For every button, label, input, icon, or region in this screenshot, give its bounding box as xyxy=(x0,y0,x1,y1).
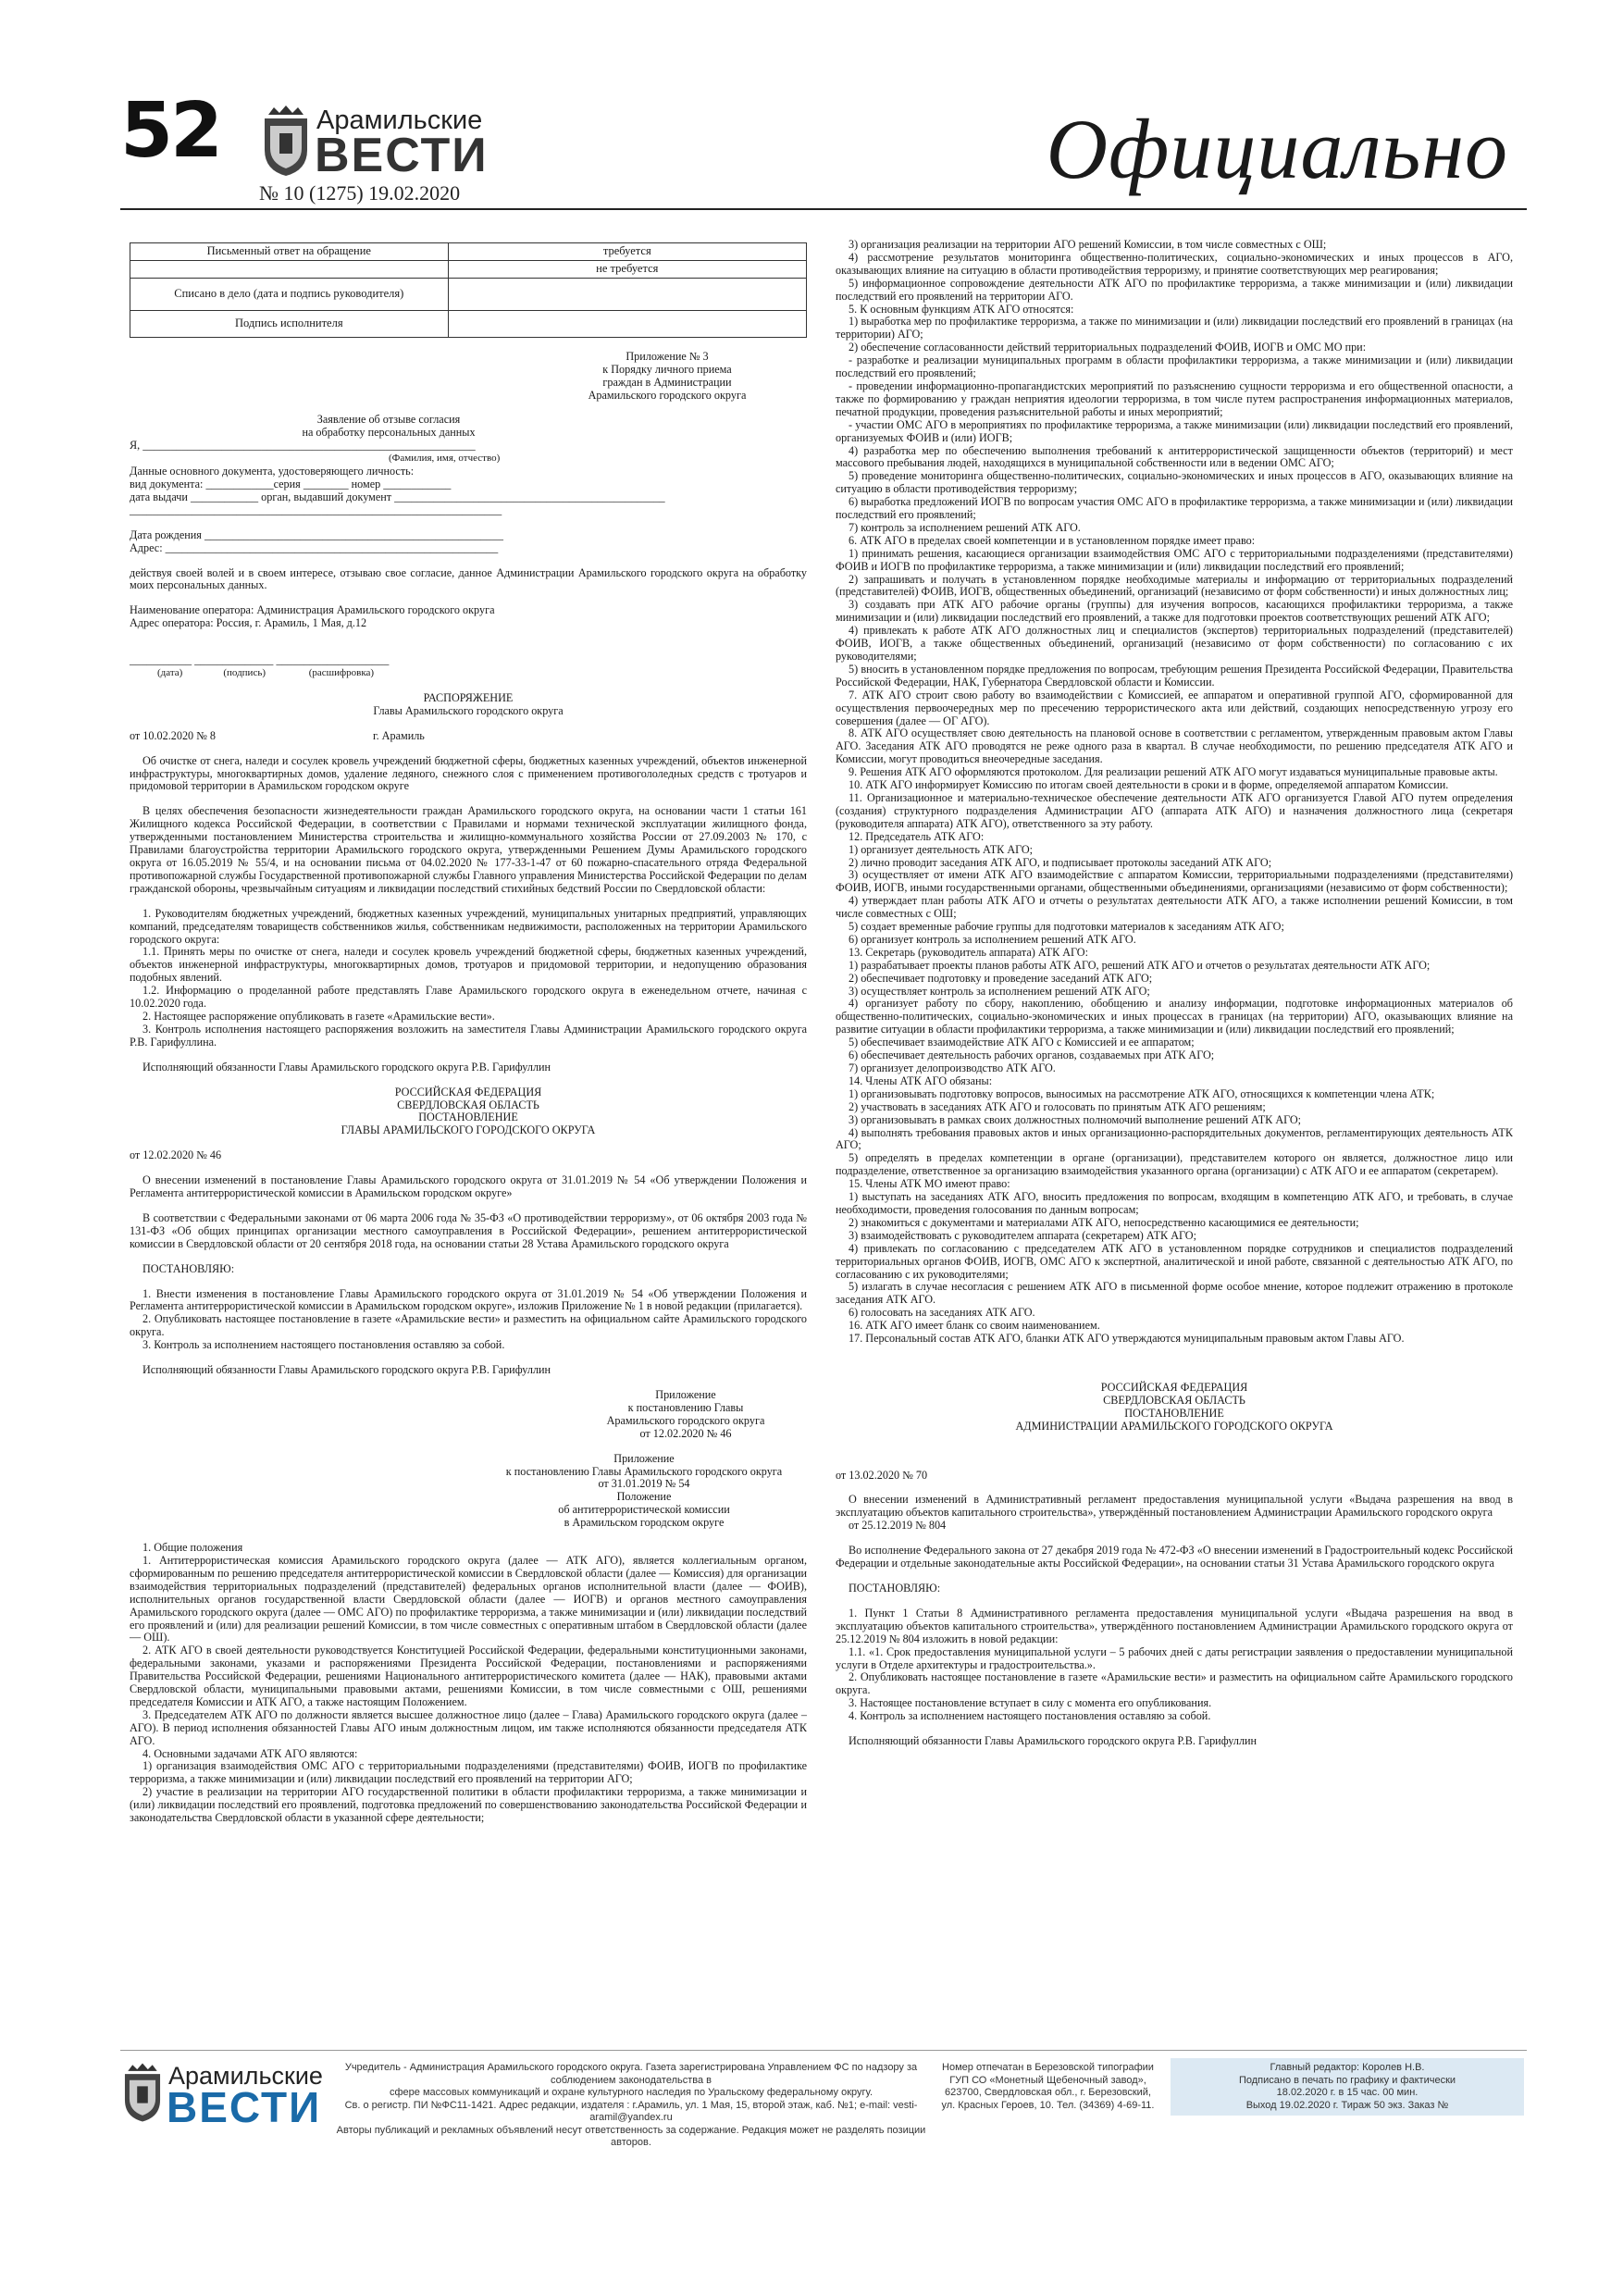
paragraph: 6) выработка предложений ИОГВ по вопросам участия ОМС АГО в профилактике терроризма, а также минимизации и (или) ликвидации последствий его проявлений; xyxy=(836,495,1513,522)
form-text: Наименование оператора: Администрация Арамильского городского округа xyxy=(130,603,495,617)
form-line: дата выдачи ____________ орган, выдавший документ ________________________________________________ xyxy=(130,490,665,503)
table-cell: Подпись исполнителя xyxy=(130,310,449,337)
paragraph: 5) информационное сопровождение деятельности АТК АГО по профилактике терроризма, а также минимизации и (или) ликвидации последствий его проявлений на территории АГО. xyxy=(836,276,1513,303)
footer-line: Авторы публикаций и рекламных объявлений несут ответственность за содержание. Редакция может не разделять позиции авторов. xyxy=(336,2124,926,2148)
form-title: на обработку персональных данных xyxy=(302,426,476,440)
footer-line: 18.02.2020 г. в 15 час. 00 мин. xyxy=(1276,2087,1419,2098)
table-cell: Списано в дело (дата и подпись руководителя) xyxy=(130,278,449,310)
appendix-line: граждан в Администрации xyxy=(602,375,732,389)
paragraph: 2) обеспечивает подготовку и проведение заседаний АТК АГО; xyxy=(849,971,1153,985)
page-number: 52 xyxy=(120,87,221,175)
appendix3-heading xyxy=(527,351,807,403)
paragraph: 6) обеспечивает деятельность рабочих органов, создаваемых при АТК АГО; xyxy=(849,1049,1215,1062)
footer-line: Номер отпечатан в Березовской типографии xyxy=(942,2062,1154,2073)
table-cell: Письменный ответ на обращение xyxy=(130,243,449,261)
paragraph: 3) осуществляет контроль за исполнением решений АТК АГО; xyxy=(849,984,1150,998)
form-text: действуя своей волей и в своем интересе, отзываю свое согласие, данное Администрации Арамильского городского округа на обработку моих персональных данных. xyxy=(130,565,807,592)
paragraph: 6) организует контроль за исполнением решений АТК АГО. xyxy=(849,932,1136,946)
coat-of-arms-icon xyxy=(259,105,313,176)
footer-line: Выход 19.02.2020 г. Тираж 50 экз. Заказ № xyxy=(1245,2099,1449,2111)
decree-head: ПОСТАНОВЛЕНИЕ xyxy=(1124,1406,1224,1420)
response-table xyxy=(130,242,807,338)
paragraph: 4) организует работу по сбору, накоплению, обобщению и анализу информации, подготовке информационных материалов об общественно-политических, социально-экономических и иных процессах в границах (на территории) АГО, оказывающих влияние на развитие ситуации в области профилактики терроризма, а также минимизации и (или) ликвидации последствий его проявлений; xyxy=(836,997,1513,1036)
paragraph: 4) выполнять требования правовых актов и иных организационно-распорядительных документов, регламентирующих деятельность АТК АГО; xyxy=(836,1125,1513,1152)
paragraph: 3) создавать при АТК АГО рабочие органы (группы) для изучения вопросов, касающихся профилактики терроризма, а также минимизации и (или) ликвидации последствий его проявлений, а также для подготовки проектов соответствующих решений АТК АГО; xyxy=(836,598,1513,625)
paragraph: 1) выработка мер по профилактике терроризма, а также по минимизации и (или) ликвидации последствий его проявлений в границах (на территории) АГО; xyxy=(836,315,1513,341)
paragraph: 1.1. Принять меры по очистке от снега, наледи и сосулек кровель учреждений бюджетной сферы, бюджетных казенных учреждений, объектов инженерной инфраструктуры, многоквартирных домов, тротуаров и придомовой территории, и недопущению образования подобных явлений. xyxy=(130,945,807,985)
appendix-line: от 12.02.2020 № 46 xyxy=(639,1426,732,1440)
paragraph: 1. Общие положения xyxy=(142,1541,243,1555)
paragraph: 6) голосовать на заседаниях АТК АГО. xyxy=(849,1306,1035,1320)
paragraph: 4. Основными задачами АТК АГО являются: xyxy=(142,1746,358,1760)
city-text: г. Арамиль xyxy=(372,728,425,742)
paragraph: 3. Контроль исполнения настоящего распоряжения возложить на заместителя Главы Администрации Арамильского городского округа Р.В. Гарифуллина. xyxy=(130,1022,807,1049)
paragraph: 15. Члены АТК МО имеют право: xyxy=(849,1177,1010,1191)
paragraph: 14. Члены АТК АГО обязаны: xyxy=(849,1074,993,1087)
coat-of-arms-icon xyxy=(120,2062,165,2123)
footer-logo-town: Арамильские xyxy=(168,2062,323,2090)
paragraph: - разработке и реализации муниципальных программ в области профилактики терроризма, а также минимизации и (или) ликвидации последствий его проявлений; xyxy=(836,354,1513,380)
appendix-line: к Порядку личного приема xyxy=(602,362,732,376)
paragraph: 2. Опубликовать настоящее постановление в газете «Арамильские вести» и разместить на официальном сайте Арамильского городского округа. xyxy=(130,1312,807,1339)
appendix-line: Приложение xyxy=(613,1451,675,1465)
resolve-word: ПОСТАНОВЛЯЮ: xyxy=(142,1261,235,1275)
paragraph: 8. АТК АГО осуществляет свою деятельность на плановой основе в соответствии с регламентом, утвержденным правовым актом Главы АГО. Заседания АТК АГО проводятся не реже одного раза в квартал. В случае необходимости, по решению председателя АТК АГО и Комиссии, могут проводиться внеочередные заседания. xyxy=(836,726,1513,766)
paragraph: 2. Опубликовать настоящее постановление в газете «Арамильские вести» и разместить на официальном сайте Арамильского городского округа. xyxy=(836,1670,1513,1697)
paragraph: Во исполнение Федерального закона от 27 декабря 2019 года № 472-ФЗ «О внесении изменений в Градостроительный кодекс Российской Федерации и отдельные законодательные акты Российской Федерации», на основании статьи 31 Устава Арамильского городского округа xyxy=(836,1544,1513,1570)
paragraph: 2) участвовать в заседаниях АТК АГО и голосовать по принятым АТК АГО решениям; xyxy=(849,1099,1266,1113)
paragraph: В целях обеспечения безопасности жизнедеятельности граждан Арамильского городского округа, на основании части 1 статьи 161 Жилищного кодекса Российской Федерации, в соответствии с Правилами и нормами технической эксплуатации жилищного фонда, утвержденными постановлением Министерства строительства и жилищно-коммунального хозяйства России от 27.09.2003 № 170, с Правилами благоустройства территории Арамильского городского округа, утвержденными Решением Думы Арамильского городского округа от 16.05.2019 № 55/4, и на основании письма от 04.02.2020 № 177-33-1-47 от 60 пожарно-спасательного отряда Федеральной противопожарной службы Государственной противопожарной службы Главного управления Министерства Российской Федерации по делам гражданской обороны, чрезвычайным ситуациям и ликвидации последствий стихийных бедствий России по Свердловской области: xyxy=(130,804,807,895)
table-cell xyxy=(130,260,449,278)
left-column xyxy=(130,242,807,1825)
doc-date: от 12.02.2020 № 46 xyxy=(130,1148,222,1162)
page-footer xyxy=(120,2050,1527,2148)
logo-name: ВЕСТИ xyxy=(315,129,489,182)
paragraph: 5) определять в пределах компетенции в органе (организации), представителем которого он является, должностное лицо или подразделение, ответственное за организацию взаимодействия указанного органа (организации) с АТК АГО и ее аппаратом (секретарем). xyxy=(836,1151,1513,1178)
table-cell: требуется xyxy=(448,243,806,261)
paragraph: 1) организовывать подготовку вопросов, выносимых на рассмотрение АТК АГО, относящихся к компетенции члена АТК; xyxy=(849,1086,1435,1100)
paragraph: 3) организовывать в рамках своих должностных полномочий выполнение решений АТК АГО; xyxy=(849,1112,1302,1126)
doc-subtitle: Главы Арамильского городского округа xyxy=(373,703,564,717)
footer-line: Учредитель - Администрация Арамильского городского округа. Газета зарегистрирована Управлением ФС по надзору за соблюдением законодательства в xyxy=(344,2062,918,2086)
footer-logo-name: ВЕСТИ xyxy=(167,2083,322,2131)
paragraph: 1. Руководителям бюджетных учреждений, бюджетных казенных учреждений, муниципальных унитарных предприятий, управляющих компаний, председателям товариществ собственников жилья, собственникам недвижимости, расположенных на территории Арамильского городского округа: xyxy=(130,906,807,946)
appendix1-block xyxy=(564,1389,807,1441)
paragraph: 16. АТК АГО имеет бланк со своим наименованием. xyxy=(849,1319,1100,1333)
decree-head: СВЕРДЛОВСКАЯ ОБЛАСТЬ xyxy=(397,1098,539,1111)
paragraph: 1. Пункт 1 Статьи 8 Административного регламента предоставления муниципальной услуги «Выдача разрешения на ввод в эксплуатацию объектов капитального строительства», утверждённого постановлением Администрации Арамильского городского округа от 25.12.2019 № 804 изложить в новой редакции: xyxy=(836,1606,1513,1645)
footer-editor-info xyxy=(1171,2058,1524,2116)
paragraph: 2. Настоящее распоряжение опубликовать в газете «Арамильские вести». xyxy=(142,1009,495,1023)
footer-line: ГУП СО «Монетный Щебеночный завод», xyxy=(949,2074,1146,2086)
footer-line: Св. о регистр. ПИ №ФС11-1421. Адрес редакции, издателя : г.Арамиль, ул. 1 Мая, 15, второй этаж, каб. №1; e-mail: vesti-aramil@yandex.ru xyxy=(344,2099,918,2123)
appendix-line: Арамильского городского округа xyxy=(606,1413,765,1427)
regulation-continued xyxy=(836,239,1513,1346)
table-cell: не требуется xyxy=(448,260,806,278)
issue-number: № 10 (1275) 19.02.2020 xyxy=(259,181,461,205)
paragraph: 3. Настоящее постановление вступает в силу с момента его опубликования. xyxy=(849,1696,1212,1710)
paragraph: 3) организация реализации на территории АГО решений Комиссии, в том числе совместных с ОШ; xyxy=(849,238,1327,251)
appendix-line: Приложение xyxy=(655,1388,716,1401)
paragraph: 1) выступать на заседаниях АТК АГО, вносить предложения по вопросам, входящим в компетенцию АТК АГО, и требовать, в случае необходимости, проведения голосования по данным вопросам; xyxy=(836,1190,1513,1216)
footer-line: Подписано в печать по графику и фактически xyxy=(1238,2074,1456,2086)
paragraph: 4) утверждает план работы АТК АГО и отчеты о результатах деятельности АТК АГО, а также исполнении решений Комиссии, в том числе совместных с ОШ; xyxy=(836,894,1513,921)
signature: Исполняющий обязанности Главы Арамильского городского округа Р.В. Гарифуллин xyxy=(849,1734,1258,1748)
paragraph: 4. Контроль за исполнением настоящего постановления оставляю за собой. xyxy=(849,1709,1211,1723)
paragraph: 2) запрашивать и получать в установленном порядке необходимые материалы и информацию от территориальных подразделений (представителей) ФОИВ, ИОГВ, общественных объединений, организаций (независимо от форм собственности) и иных должностных лиц; xyxy=(836,572,1513,599)
paragraph: 11. Организационное и материально-техническое обеспечение деятельности АТК АГО организуется Главой АГО путем определения (создания) структурного подразделения Администрации АГО (аппарата АТК АГО) и назначения должностного лица (секретаря (руководителя аппарата) АТК АГО), ответственного за эту работу. xyxy=(836,790,1513,830)
doc-date xyxy=(130,730,807,743)
doc-heading: О внесении изменений в постановление Главы Арамильского городского округа от 31.01.2019 № 54 «Об утверждении Положения и Регламента антитеррористической комиссии в Арамильском городском округе» xyxy=(130,1173,807,1200)
signature: Исполняющий обязанности Главы Арамильского городского округа Р.В. Гарифуллин xyxy=(142,1363,551,1377)
form-line: ___________ ______________ ____________________ xyxy=(130,653,390,667)
appendix-line: к постановлению Главы Арамильского городского округа xyxy=(505,1464,783,1478)
footer-line: ул. Красных Героев, 10. Тел. (34369) 4-69-11. xyxy=(941,2099,1155,2111)
paragraph: 1.2. Информацию о проделанной работе представлять Главе Арамильского городского округа в еженедельном отчете, начиная с 10.02.2020 года. xyxy=(130,984,807,1011)
paragraph: 6. АТК АГО в пределах своей компетенции и в установленном порядке имеет право: xyxy=(849,533,1256,547)
paragraph: 4) рассмотрение результатов мониторинга общественно-политических, социально-экономических и иных процессов в АГО, оказывающих влияние на ситуацию в области противодействия терроризму, и принятие соответствующих мер реагирования; xyxy=(836,250,1513,277)
form-line: Адрес: ___________________________________________________________ xyxy=(130,540,499,554)
paragraph: 7. АТК АГО строит свою работу во взаимодействии с Комиссией, ее аппаратом и оперативной группой АГО, сформированной для осуществления первоочередных мер по пресечению террористического акта или действий, создающих непосредственную угрозу его совершения (далее — ОГ АГО). xyxy=(836,688,1513,727)
form-line: Я, ___________________________________________________________ xyxy=(130,439,476,453)
appendix-line: Положение xyxy=(616,1490,672,1504)
paragraph: 4) разработка мер по обеспечению выполнения требований к антитеррористической защищенности объектов (территорий) и мест массового пребывания людей, находящихся в муниципальной собственности или в ведении ОМС АГО; xyxy=(836,443,1513,470)
form-hint: (дата) (подпись) (расшифровка) xyxy=(157,667,375,679)
footer-logo xyxy=(120,2062,323,2131)
doc-heading: Об очистке от снега, наледи и сосулек кровель учреждений бюджетной сферы, бюджетных казенных учреждений, объектов инженерной инфраструктуры, многоквартирных домов, удаление ледяного, снежного слоя с применением противогололедных средств с тротуаров и придомовой территории в Арамильском городском округе xyxy=(130,753,807,793)
decree-head: РОССИЙСКАЯ ФЕДЕРАЦИЯ xyxy=(394,1085,542,1098)
signature: Исполняющий обязанности Главы Арамильского городского округа Р.В. Гарифуллин xyxy=(142,1060,551,1074)
page-header xyxy=(120,87,1527,210)
paragraph: 5) излагать в случае несогласия с решением АТК АГО в письменной форме особое мнение, которое подлежит отражению в протоколе заседания АТК АГО. xyxy=(836,1280,1513,1307)
paragraph: 3. Контроль за исполнением настоящего постановления оставляю за собой. xyxy=(142,1338,505,1352)
footer-founder-info xyxy=(335,2062,927,2150)
paragraph: 1) принимать решения, касающиеся организации взаимодействия ОМС АГО с территориальными подразделениями (представителями) ФОИВ и ИОГВ по профилактике терроризма, а также минимизации и (или) ликвидации последствий его проявлений; xyxy=(836,546,1513,573)
paragraph: 5) обеспечивает взаимодействие АТК АГО с Комиссией и ее аппаратом; xyxy=(849,1036,1195,1049)
paragraph: 12. Председатель АТК АГО: xyxy=(849,829,985,843)
decree-head: ГЛАВЫ АРАМИЛЬСКОГО ГОРОДСКОГО ОКРУГА xyxy=(341,1123,596,1137)
decree-head: ПОСТАНОВЛЕНИЕ xyxy=(418,1111,518,1124)
form-line: Данные основного документа, удостоверяющего личность: xyxy=(130,465,415,478)
decree-head: СВЕРДЛОВСКАЯ ОБЛАСТЬ xyxy=(1103,1393,1245,1407)
form-line: __________________________________________________________________ xyxy=(130,503,502,516)
form-title: Заявление об отзыве согласия xyxy=(316,413,461,427)
paragraph: 1) организует деятельность АТК АГО; xyxy=(849,842,1034,856)
paragraph: 2) знакомиться с документами и материалами АТК АГО, непосредственно касающимися ее деятельности; xyxy=(849,1215,1359,1229)
paragraph: 7) контроль за исполнением решений АТК АГО. xyxy=(849,520,1081,534)
appendix-line: Арамильского городского округа xyxy=(588,388,747,402)
form-hint: (Фамилия, имя, отчество) xyxy=(389,453,501,465)
footer-printing-info xyxy=(935,2062,1161,2112)
paragraph: 9. Решения АТК АГО оформляются протоколом. Для реализации решений АТК АГО могут издаваться муниципальные правовые акты. xyxy=(849,765,1498,779)
paragraph: 2) обеспечение согласованности действий территориальных подразделений ФОИВ, ИОГВ и ОМС МО при: xyxy=(849,341,1367,354)
paragraph: 3. Председателем АТК АГО по должности является высшее должностное лицо (далее – Глава) Арамильского городского округа (далее – АГО). В период исполнения обязанностей Главы АГО иным должностным лицом, им также исполняются обязанности председателя АТК АГО. xyxy=(130,1707,807,1747)
paragraph: - участии ОМС АГО в мероприятиях по профилактике терроризма, а также минимизации (или) ликвидации последствий его проявлений, организуемых ФОИВ и (или) ИОГВ; xyxy=(836,417,1513,444)
right-column xyxy=(836,239,1513,1748)
paragraph: 1) организация взаимодействия ОМС АГО с территориальными подразделениями (представителями) ФОИВ, ИОГВ по профилактике терроризма, а также минимизации и (или) ликвидации последствий его проявлений на территории АГО; xyxy=(130,1759,807,1786)
paragraph: 1.1. «1. Срок предоставления муниципальной услуги – 5 рабочих дней с даты регистрации заявления о предоставлении муниципальной услуги в Отделе архитектуры и градостроительства.». xyxy=(836,1644,1513,1671)
doc-heading: О внесении изменений в Административный регламент предоставления муниципальной услуги «Выдача разрешения на ввод в эксплуатацию объектов капитального строительства», утверждённый постановлением Администрации Арамильского городского округа xyxy=(836,1493,1513,1520)
paragraph: 13. Секретарь (руководитель аппарата) АТК АГО: xyxy=(849,945,1088,959)
decree-head: РОССИЙСКАЯ ФЕДЕРАЦИЯ xyxy=(1100,1380,1248,1394)
paragraph: 3) осуществляет от имени АТК АГО взаимодействие с аппаратом Комиссии, территориальными подразделениями (представителями) ФОИВ, ИОГВ, иными государственными органами, общественными объединениями, организациями (независимо от форм собственности); xyxy=(836,868,1513,895)
paragraph: 5) проведение мониторинга общественно-политических, социально-экономических и иных процессов в АГО, оказывающих влияние на ситуацию в области противодействия терроризму; xyxy=(836,469,1513,496)
paragraph: 1) разрабатывает проекты планов работы АТК АГО, решений АТК АГО и отчетов о результатах деятельности АТК АГО; xyxy=(849,958,1431,972)
doc-date: от 13.02.2020 № 70 xyxy=(836,1468,928,1482)
paragraph: 7) организует делопроизводство АТК АГО. xyxy=(849,1061,1056,1074)
appendix-line: от 31.01.2019 № 54 xyxy=(598,1477,690,1491)
appendix2-block xyxy=(481,1453,807,1530)
form-line: вид документа: ____________серия ________ номер ____________ xyxy=(130,477,452,490)
footer-line: Главный редактор: Королев Н.В. xyxy=(1270,2062,1425,2073)
paragraph: 4) привлекать к работе АТК АГО должностных лиц и специалистов (экспертов) территориальных подразделений (представителей) ФОИВ, ИОГВ, а также общественных объединений, организаций (независимо от форм собственности) по согласованию с их руководителями; xyxy=(836,624,1513,663)
footer-line: сфере массовых коммуникаций и охране культурного наследия по Уральскому федеральному округу. xyxy=(389,2087,873,2098)
doc-title: РАСПОРЯЖЕНИЕ xyxy=(423,690,514,704)
appendix-line: к постановлению Главы xyxy=(627,1400,744,1414)
decree-head: АДМИНИСТРАЦИИ АРАМИЛЬСКОГО ГОРОДСКОГО ОКРУГА xyxy=(1015,1419,1333,1433)
paragraph: 5) вносить в установленном порядке предложения по вопросам, требующим решения Президента Российской Федерации, Правительства Российской Федерации, НАК, Губернатора Свердловской области и Комиссии. xyxy=(836,662,1513,689)
paragraph: 1. Внести изменения в постановление Главы Арамильского городского округа от 31.01.2019 № 54 «Об утверждении Положения и Регламента антитеррористической комиссии в Арамильском городском округе», изложив Приложение № 1 в новой редакции (прилагается). xyxy=(130,1286,807,1313)
paragraph: - проведении информационно-пропагандистских мероприятий по разъяснению сущности терроризма и его общественной опасности, а также по формированию у граждан неприятия идеологии терроризма, в том числе путем распространения информационных материалов, печатной продукции, проведения разъяснительной работы и иных мероприятий; xyxy=(836,379,1513,418)
paragraph: 5) создает временные рабочие группы для подготовки материалов к заседаниям АТК АГО; xyxy=(849,920,1284,934)
section-title: Официально xyxy=(1046,102,1508,196)
paragraph: 4) привлекать по согласованию с председателем АТК АГО в установленном порядке сотрудников и специалистов подразделений территориальных органов ФОИВ, ИОГВ, ОМС АГО к экспертной, аналитической и иной работе, связанной с деятельностью АТК АГО, по согласованию с их руководителями; xyxy=(836,1241,1513,1281)
table-cell xyxy=(448,278,806,310)
form-text: Адрес оператора: Россия, г. Арамиль, 1 Мая, д.12 xyxy=(130,616,367,630)
doc-heading-date: от 25.12.2019 № 804 xyxy=(849,1519,947,1533)
paragraph: 10. АТК АГО информирует Комиссию по итогам своей деятельности в сроки и в форме, определяемой аппаратом Комиссии. xyxy=(849,778,1449,792)
newspaper-logo xyxy=(259,105,490,180)
paragraph: 2) лично проводит заседания АТК АГО, и подписывает протоколы заседаний АТК АГО; xyxy=(849,855,1272,869)
form-line: Дата рождения _____________________________________________________ xyxy=(130,527,503,541)
paragraph: 2. АТК АГО в своей деятельности руководствуется Конституцией Российской Федерации, федеральными конституционными законами, федеральными законами, указами и распоряжениями Президента Российской Федерации, постановлениями и распоряжениями Правительства Российской Федерации, решениями Национального антитеррористического комитета (далее — НАК), правовыми актами Свердловской области, муниципальными правовыми актами, решениями Комиссии, в том числе совместными с ОШ, решениями председателя Комиссии и АТК АГО, а также настоящим Положением. xyxy=(130,1644,807,1708)
date-text: от 10.02.2020 № 8 xyxy=(130,728,216,742)
paragraph: 17. Персональный состав АТК АГО, бланки АТК АГО утверждаются муниципальным правовым актом Главы АГО. xyxy=(849,1332,1405,1346)
logo-town: Арамильские xyxy=(316,105,483,135)
appendix-line: в Арамильском городском округе xyxy=(564,1516,725,1530)
paragraph: 2) участие в реализации на территории АГО государственной политики в области профилактики терроризма, а также минимизации и (или) ликвидации последствий его проявлений, подготовка предложений по совершенствованию законодательства Российской Федерации и законодательства Свердловской области в указанной сфере деятельности; xyxy=(130,1785,807,1825)
appendix-line: об антитеррористической комиссии xyxy=(558,1503,730,1517)
resolve-word: ПОСТАНОВЛЯЮ: xyxy=(849,1582,941,1595)
paragraph: 1. Антитеррористическая комиссия Арамильского городского округа (далее — АТК АГО), является коллегиальным органом, сформированным по решению председателя антитеррористической комиссии в Свердловской области (далее — Комиссия) для организации взаимодействия территориальных подразделений (представителей) федеральных органов исполнительной власти (далее — ФОИВ), исполнительных органов государственной власти Свердловской области (далее — ИОГВ) и органов местного самоуправления Арамильского городского округа (далее — ОМС АГО) по профилактике терроризма, а также минимизации и (или) ликвидации последствий его проявлений и (или) для реализации решений Комиссии, в том числе совместных с оперативным штабом в Свердловской области (далее — ОШ). xyxy=(130,1553,807,1644)
footer-line: 623700, Свердловская обл., г. Березовский, xyxy=(945,2087,1151,2098)
paragraph: В соответствии с Федеральными законами от 06 марта 2006 года № 35-ФЗ «О противодействии терроризму», от 06 октября 2003 года № 131-ФЗ «Об общих принципах организации местного самоуправления в Российской Федерации», решением антитеррористической комиссии в Свердловской области от 20 сентября 2018 года, на основании статьи 28 Устава Арамильского городского округа xyxy=(130,1210,807,1250)
appendix3-title xyxy=(241,414,537,440)
paragraph: 3) взаимодействовать с руководителем аппарата (секретарем) АТК АГО; xyxy=(849,1228,1196,1242)
paragraph: 5. К основным функциям АТК АГО относятся: xyxy=(849,302,1074,316)
table-cell xyxy=(448,310,806,337)
appendix-line: Приложение № 3 xyxy=(626,349,709,363)
